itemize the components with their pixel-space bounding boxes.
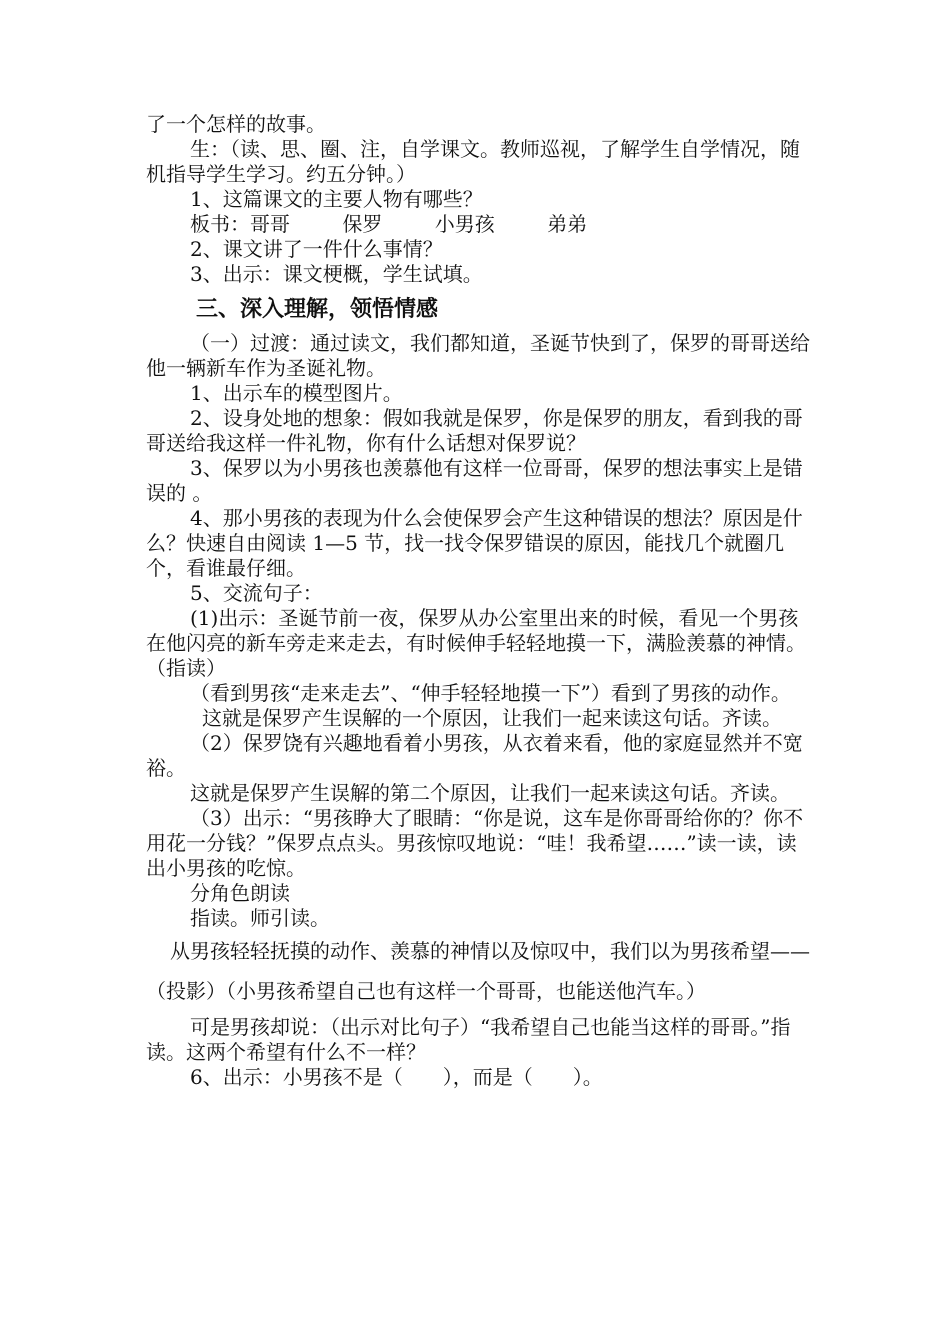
paragraph: 2、设身处地的想象：假如我就是保罗，你是保罗的朋友，看到我的哥哥送给我这样一件礼物，你有什么话想对保罗说？ (146, 406, 803, 455)
paragraph: 3、保罗以为小男孩也羡慕他有这样一位哥哥，保罗的想法事实上是错误的 。 (146, 456, 803, 505)
board-label: 板书：哥哥 (190, 212, 290, 236)
paragraph: (1)出示：圣诞节前一夜，保罗从办公室里出来的时候，看见一个男孩在他闪亮的新车旁走来走去，有时候伸手轻轻地摸一下，满脸羡慕的神情。（指读） (146, 606, 806, 680)
board-item: 保罗 (342, 212, 383, 236)
paragraph: 了一个怎样的故事。 (146, 112, 326, 136)
paragraph: （一）过渡：通过读文，我们都知道，圣诞节快到了，保罗的哥哥送给他一辆新车作为圣诞礼物。 (146, 331, 810, 380)
paragraph: 3、出示：课文梗概，学生试填。 (190, 262, 483, 286)
paragraph: 生：（读、思、圈、注，自学课文。教师巡视，了解学生自学情况，随机指导学生学习。约五分钟。） (146, 137, 800, 186)
paragraph: 5、交流句子： (190, 581, 323, 605)
paragraph: 1、这篇课文的主要人物有哪些？ (190, 187, 483, 211)
paragraph: 分角色朗读 (190, 881, 290, 905)
board-item: 弟弟 (547, 212, 588, 236)
paragraph: （3）出示：“男孩睁大了眼睛：“你是说，这车是你哥哥给你的？你不用花一分钱？”保罗点点头。男孩惊叹地说：“哇！我希望……”读一读，读出小男孩的吃惊。 (146, 806, 804, 880)
document-page (146, 112, 814, 1090)
board-item: 小男孩 (434, 212, 495, 236)
section-heading: 三、深入理解，领悟情感 (196, 297, 439, 322)
paragraph: 1、出示车的模型图片。 (190, 381, 403, 405)
paragraph: 从男孩轻轻抚摸的动作、羡慕的神情以及惊叹中，我们以为男孩希望——（投影）（小男孩希望自己也有这样一个哥哥，也能送他汽车。） (146, 939, 810, 1003)
paragraph: （2）保罗饶有兴趣地看着小男孩，从衣着来看，他的家庭显然并不宽裕。 (146, 731, 803, 780)
paragraph: 2、课文讲了一件什么事情？ (190, 237, 443, 261)
paragraph: 4、那小男孩的表现为什么会使保罗会产生这种错误的想法？原因是什么？快速自由阅读 1—5 节，找一找令保罗错误的原因，能找几个就圈几个，看谁最仔细。 (146, 506, 803, 580)
board-notes (146, 212, 814, 237)
paragraph: 这就是保罗产生误解的第二个原因，让我们一起来读这句话。齐读。 (190, 781, 790, 805)
paragraph: 可是男孩却说：（出示对比句子）“我希望自己也能当这样的哥哥。”指读。这两个希望有什么不一样？ (146, 1015, 791, 1064)
paragraph: 指读。师引读。 (190, 906, 330, 930)
paragraph: （看到男孩“走来走去”、“伸手轻轻地摸一下”）看到了男孩的动作。 (190, 681, 791, 705)
paragraph: 6、出示：小男孩不是（ ），而是（ ）。 (190, 1065, 603, 1089)
paragraph: 这就是保罗产生误解的一个原因，让我们一起来读这句话。齐读。 (202, 706, 782, 730)
